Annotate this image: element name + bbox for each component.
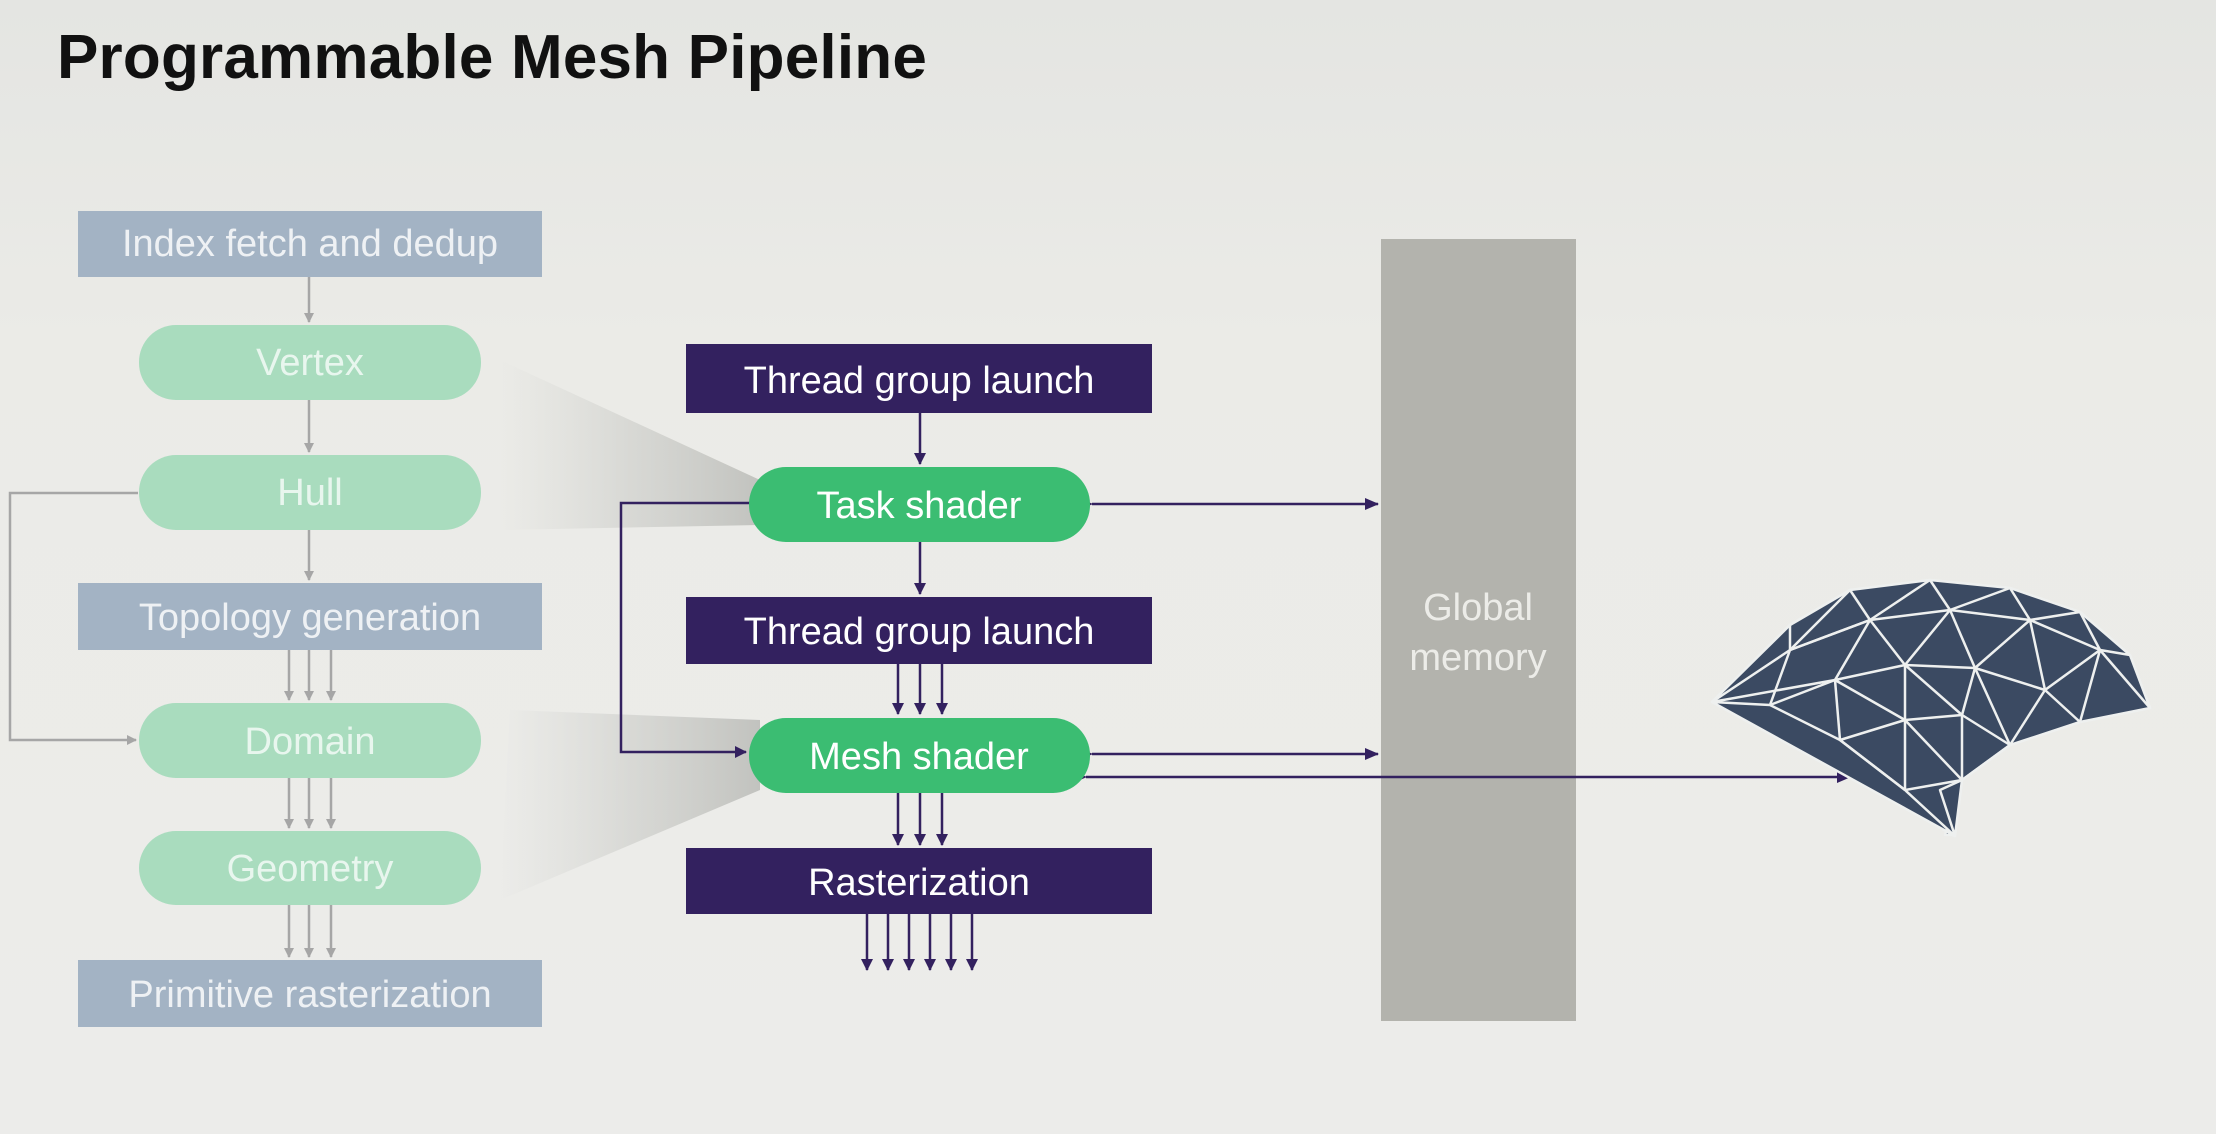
domain-label: Domain — [244, 721, 376, 763]
mesh-shader-label: Mesh shader — [809, 736, 1029, 778]
topology-label: Topology generation — [138, 597, 482, 639]
global-memory-line1: Global — [1423, 587, 1533, 629]
primitive-raster-label: Primitive rasterization — [128, 974, 492, 1016]
legacy-pipeline — [10, 211, 542, 1027]
page-title: Programmable Mesh Pipeline — [57, 23, 928, 92]
task-shader-label: Task shader — [816, 485, 1022, 527]
global-memory-block — [1381, 239, 1576, 1021]
global-memory-line2: memory — [1409, 637, 1547, 679]
thread-group-launch-1-label: Thread group launch — [743, 360, 1095, 402]
index-fetch-label: Index fetch and dedup — [121, 223, 499, 265]
triangle-mesh-icon — [1712, 580, 2150, 836]
mesh-pipeline — [621, 344, 1850, 970]
vertex-label: Vertex — [256, 342, 364, 384]
thread-group-launch-2-label: Thread group launch — [743, 611, 1095, 653]
hull-label: Hull — [277, 472, 343, 514]
geometry-label: Geometry — [226, 848, 394, 890]
rasterization-label: Rasterization — [808, 862, 1030, 904]
